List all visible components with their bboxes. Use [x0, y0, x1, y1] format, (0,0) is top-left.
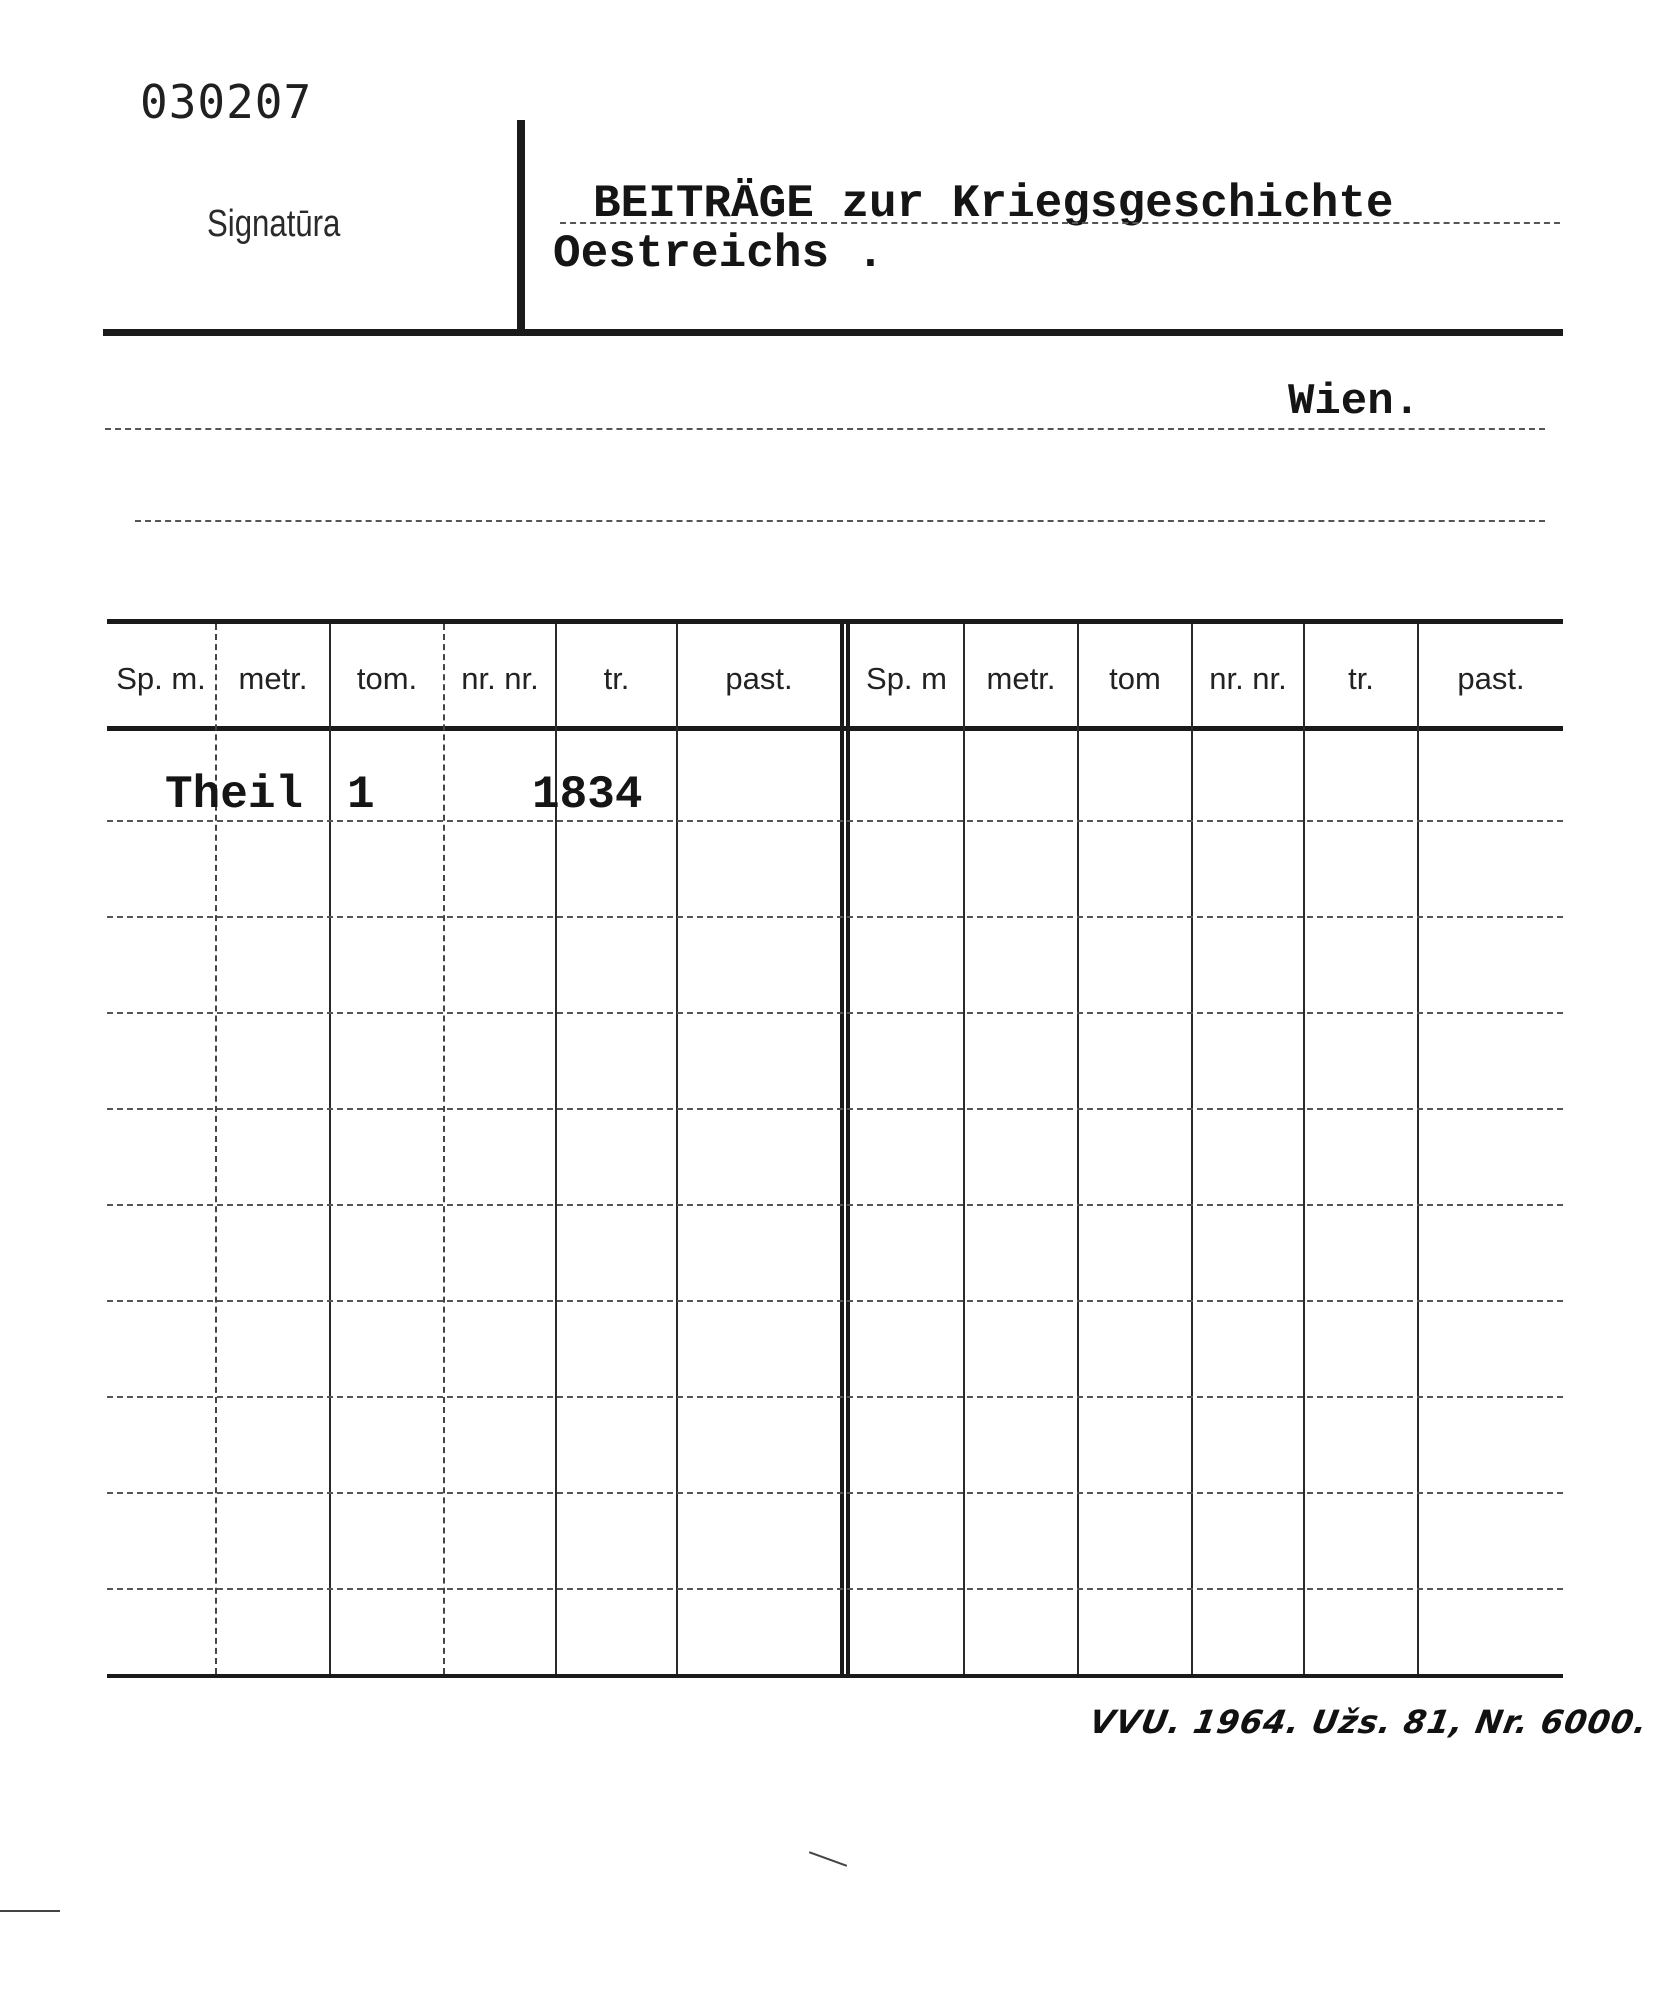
stray-mark — [0, 1910, 60, 1912]
table-top-rule — [107, 619, 1563, 624]
header-tom: tom. — [356, 661, 418, 696]
row-line — [107, 820, 1563, 822]
header-nr-nr-right: nr. nr. — [1209, 661, 1287, 696]
col-divider — [329, 624, 331, 1674]
title-underline-1 — [560, 222, 1560, 224]
header-past: past. — [725, 661, 793, 696]
col-divider — [1417, 624, 1419, 1674]
table-center-divider — [840, 624, 850, 1674]
table-header-rule — [107, 726, 1563, 731]
header-tr: tr. — [603, 661, 630, 696]
stray-mark — [809, 1851, 847, 1867]
row-line — [107, 1204, 1563, 1206]
cell-sp-m: Theil — [165, 769, 304, 821]
col-divider — [963, 624, 965, 1674]
cell-tr: 1834 — [532, 769, 643, 821]
handwritten-note: VVU. 1964. Užs. 81, Nr. 6000. — [1086, 1703, 1651, 1741]
title-line-2: Oestreichs . — [553, 228, 885, 280]
col-divider — [1077, 624, 1079, 1674]
signature-label: Signatūra — [207, 203, 341, 245]
col-divider — [1303, 624, 1305, 1674]
holdings-table — [107, 619, 1563, 1684]
row-line — [107, 1108, 1563, 1110]
header-metr: metr. — [238, 661, 308, 696]
header-rule — [103, 329, 1563, 336]
blank-line-1 — [105, 428, 1545, 430]
table-bottom-rule — [107, 1674, 1563, 1678]
header-past-right: past. — [1457, 661, 1525, 696]
header-tr-right: tr. — [1348, 661, 1374, 696]
col-divider — [443, 624, 445, 1674]
col-divider — [1191, 624, 1193, 1674]
col-divider — [676, 624, 678, 1674]
blank-line-2 — [135, 520, 1545, 522]
header-metr-right: metr. — [986, 661, 1056, 696]
header-tom-right: tom — [1109, 661, 1161, 696]
card-id: 030207 — [140, 75, 313, 129]
row-line — [107, 916, 1563, 918]
header-divider — [517, 120, 525, 330]
header-sp-m-right: Sp. m — [866, 661, 947, 696]
header-nr-nr: nr. nr. — [461, 661, 539, 696]
title-line-1: BEITRÄGE zur Kriegsgeschichte — [593, 178, 1394, 230]
place-of-publication: Wien. — [1288, 377, 1421, 427]
header-sp-m: Sp. m. — [116, 661, 206, 696]
row-line — [107, 1588, 1563, 1590]
row-line — [107, 1396, 1563, 1398]
row-line — [107, 1300, 1563, 1302]
row-line — [107, 1492, 1563, 1494]
cell-tom: 1 — [347, 769, 375, 821]
row-line — [107, 1012, 1563, 1014]
